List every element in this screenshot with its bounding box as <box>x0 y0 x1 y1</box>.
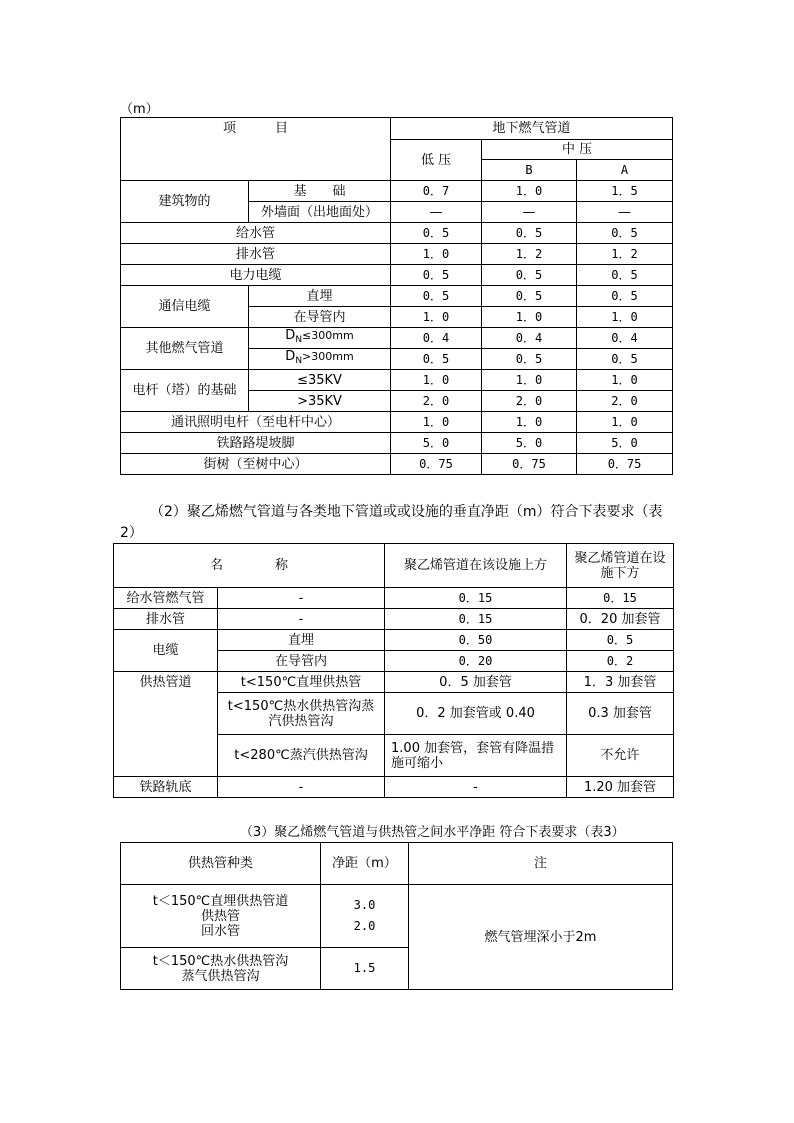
header-gas-pipe: 地下燃气管道 <box>391 118 673 140</box>
cell-a: 5．0 <box>577 433 673 454</box>
cell-b: 1．0 <box>482 181 577 202</box>
horizontal-heating-distance-table <box>120 842 673 990</box>
cell-above: 1.00 加套管，套管有降温措施可缩小 <box>385 735 567 777</box>
cell-a: 0．5 <box>577 265 673 286</box>
group-other-gas: 其他燃气管道 <box>121 328 249 370</box>
header-col-b: B <box>482 160 577 181</box>
vertical-distance-table <box>113 543 674 798</box>
row-type: t＜150℃热水供热管沟 蒸气供热管沟 <box>121 948 321 990</box>
row-label: $D_N\le 300mm$ <box>249 328 391 349</box>
cell-above: 0．15 <box>385 588 567 609</box>
group-pole: 电杆（塔）的基础 <box>121 370 249 412</box>
cell-below: 0．5 <box>567 630 674 651</box>
row-label: 通讯照明电杆（至电杆中心） <box>121 412 391 433</box>
paragraph-2: （2）聚乙烯燃气管道与各类地下管道或或设施的垂直净距（m）符合下表要求（表 2） <box>120 504 663 541</box>
cell-below: 0．2 <box>567 651 674 672</box>
cell-low: 0．7 <box>391 181 482 202</box>
cell-a: 1．0 <box>577 307 673 328</box>
cell-b: 2．0 <box>482 391 577 412</box>
cell-b: 5．0 <box>482 433 577 454</box>
cell-low: 1．0 <box>391 307 482 328</box>
header-low-pressure: 低 压 <box>391 140 482 181</box>
cell-b: 0．5 <box>482 286 577 307</box>
cell-above: 0．20 <box>385 651 567 672</box>
cell-a: 0．5 <box>577 223 673 244</box>
row-sub: t<280℃蒸汽供热管沟 <box>218 735 385 777</box>
row-sub: t<150℃热水供热管沟蒸汽供热管沟 <box>218 693 385 735</box>
header-type: 供热管种类 <box>121 843 321 885</box>
cell-above: 0．5 加套管 <box>385 672 567 693</box>
cell-below: 1．3 加套管 <box>567 672 674 693</box>
group-cable: 电缆 <box>114 630 218 672</box>
cell-a: 2．0 <box>577 391 673 412</box>
cell-a: 0．5 <box>577 286 673 307</box>
header-above: 聚乙烯管道在该设施上方 <box>385 544 567 588</box>
cell-low: 1．0 <box>391 370 482 391</box>
cell-a: 0．4 <box>577 328 673 349</box>
cell-above: - <box>385 777 567 798</box>
cell-below: 0.3 加套管 <box>567 693 674 735</box>
horizontal-distance-table <box>120 117 673 475</box>
row-sub: 在导管内 <box>218 651 385 672</box>
row-sub: - <box>218 609 385 630</box>
cell-b: 0．5 <box>482 349 577 370</box>
cell-a: — <box>577 202 673 223</box>
row-label: 外墙面（出地面处） <box>249 202 391 223</box>
row-sub: - <box>218 777 385 798</box>
cell-low: 0．4 <box>391 328 482 349</box>
cell-above: 0．15 <box>385 609 567 630</box>
group-heating: 供热管道 <box>114 672 218 777</box>
cell-below: 1.20 加套管 <box>567 777 674 798</box>
cell-b: 0．5 <box>482 223 577 244</box>
cell-low: 5．0 <box>391 433 482 454</box>
cell-a: 0．75 <box>577 454 673 475</box>
row-label: 铁路轨底 <box>114 777 218 798</box>
unit-label: （m） <box>120 102 159 117</box>
cell-low: 0．5 <box>391 223 482 244</box>
row-label: 基 础 <box>249 181 391 202</box>
cell-below: 0．20 加套管 <box>567 609 674 630</box>
cell-low: 1．0 <box>391 412 482 433</box>
cell-a: 1．0 <box>577 370 673 391</box>
row-label: 给水管燃气管 <box>114 588 218 609</box>
cell-below: 不允许 <box>567 735 674 777</box>
group-telecom: 通信电缆 <box>121 286 249 328</box>
cell-b: 0．4 <box>482 328 577 349</box>
row-sub: - <box>218 588 385 609</box>
row-label: 铁路路堤坡脚 <box>121 433 391 454</box>
header-item: 项 目 <box>121 118 391 181</box>
cell-a: 1．0 <box>577 412 673 433</box>
cell-low: 0．5 <box>391 265 482 286</box>
cell-low: 2．0 <box>391 391 482 412</box>
cell-above: 0．50 <box>385 630 567 651</box>
group-building: 建筑物的 <box>121 181 249 223</box>
row-label: 直埋 <box>249 286 391 307</box>
row-sub: 直埋 <box>218 630 385 651</box>
cell-b: 1．2 <box>482 244 577 265</box>
cell-b: 1．0 <box>482 307 577 328</box>
cell-low: — <box>391 202 482 223</box>
row-label: 街树（至树中心） <box>121 454 391 475</box>
cell-above: 0．2 加套管或 0.40 <box>385 693 567 735</box>
cell-below: 0．15 <box>567 588 674 609</box>
cell-a: 1．2 <box>577 244 673 265</box>
row-label: 排水管 <box>121 244 391 265</box>
note-cell: 燃气管埋深小于2m <box>409 885 673 990</box>
cell-b: 0．75 <box>482 454 577 475</box>
cell-b: — <box>482 202 577 223</box>
cell-low: 0．75 <box>391 454 482 475</box>
row-sub: t<150℃直埋供热管 <box>218 672 385 693</box>
cell-b: 1．0 <box>482 370 577 391</box>
cell-a: 0．5 <box>577 349 673 370</box>
row-distance: 3.0 2.0 <box>321 885 409 948</box>
row-label: 电力电缆 <box>121 265 391 286</box>
cell-b: 1．0 <box>482 412 577 433</box>
row-type: t＜150℃直埋供热管道 供热管 回水管 <box>121 885 321 948</box>
cell-low: 1．0 <box>391 244 482 265</box>
row-label: ≤35KV <box>249 370 391 391</box>
cell-a: 1．5 <box>577 181 673 202</box>
row-label: 排水管 <box>114 609 218 630</box>
header-note: 注 <box>409 843 673 885</box>
paragraph-3: （3）聚乙烯燃气管道与供热管之间水平净距 符合下表要求（表3） <box>240 825 625 840</box>
row-label: >35KV <box>249 391 391 412</box>
row-label: 给水管 <box>121 223 391 244</box>
row-label: 在导管内 <box>249 307 391 328</box>
cell-low: 0．5 <box>391 349 482 370</box>
header-col-a: A <box>577 160 673 181</box>
header-name: 名 称 <box>114 544 385 588</box>
header-below: 聚乙烯管道在设施下方 <box>567 544 674 588</box>
cell-low: 0．5 <box>391 286 482 307</box>
row-distance: 1.5 <box>321 948 409 990</box>
row-label: $D_N>300mm$ <box>249 349 391 370</box>
header-distance: 净距（m） <box>321 843 409 885</box>
header-medium-pressure: 中 压 <box>482 140 673 160</box>
cell-b: 0．5 <box>482 265 577 286</box>
